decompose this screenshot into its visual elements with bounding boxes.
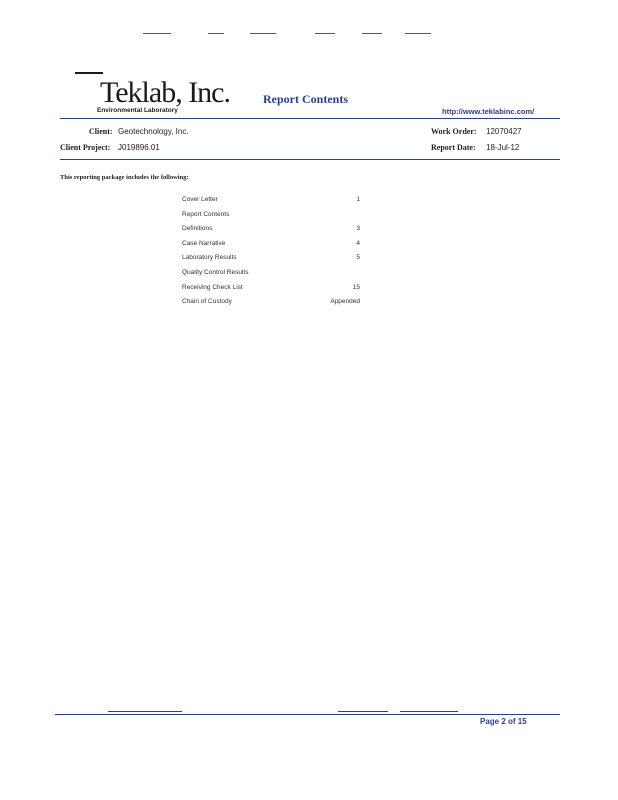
scan-dash: [362, 33, 382, 34]
contents-item-page: 15: [352, 283, 360, 291]
scan-dash: [250, 33, 276, 34]
contents-item-name: Report Contents: [182, 210, 230, 218]
logo-subtitle: Environmental Laboratory: [97, 107, 178, 114]
scan-dash: [315, 33, 335, 34]
footer-divider: [55, 714, 560, 715]
report-date-value: 18-Jul-12: [486, 143, 520, 152]
report-date-label: Report Date:: [431, 143, 476, 152]
list-item: [182, 211, 360, 226]
project-value: J019896.01: [118, 143, 160, 152]
footer-accent: [338, 711, 388, 712]
contents-item-page: 4: [356, 239, 360, 247]
contents-item-name: Quality Control Results: [182, 268, 249, 276]
info-divider: [60, 159, 560, 160]
footer-accent: [108, 711, 182, 712]
contents-item-name: Definitions: [182, 225, 213, 233]
contents-item-page: Appended: [330, 298, 360, 306]
page-title: Report Contents: [263, 92, 348, 106]
page-number: Page 2 of 15: [480, 717, 527, 726]
client-label: Client:: [89, 127, 113, 136]
contents-item-name: Cover Letter: [182, 196, 218, 203]
company-logo: Teklab, Inc.: [100, 76, 231, 109]
header-divider: [60, 118, 560, 119]
scan-dash: [208, 33, 224, 34]
intro-text: This reporting package includes the following:: [60, 174, 189, 181]
contents-item-page: 1: [356, 196, 360, 203]
contents-item-page: 5: [356, 254, 360, 262]
list-item: [182, 269, 360, 284]
contents-item-page: 3: [356, 225, 360, 233]
work-order-label: Work Order:: [431, 127, 477, 136]
list-item: [182, 196, 360, 211]
list-item: [182, 240, 360, 255]
contents-item-name: Case Narrative: [182, 239, 226, 247]
work-order-value: 12070427: [486, 127, 522, 136]
list-item: [182, 298, 360, 313]
scan-dash: [405, 33, 431, 34]
scan-dash: [143, 33, 171, 34]
list-item: [182, 254, 360, 269]
footer-accent: [400, 711, 458, 712]
website-link[interactable]: http://www.teklabinc.com/: [442, 107, 535, 116]
logo-stroke: [75, 72, 103, 74]
list-item: [182, 225, 360, 240]
client-value: Geotechnology, Inc.: [118, 127, 189, 136]
contents-list: [182, 196, 360, 313]
project-label: Client Project:: [60, 143, 111, 152]
contents-item-name: Receiving Check List: [182, 283, 243, 291]
list-item: [182, 284, 360, 299]
contents-item-name: Chain of Custody: [182, 298, 232, 306]
contents-item-name: Laboratory Results: [182, 254, 237, 262]
